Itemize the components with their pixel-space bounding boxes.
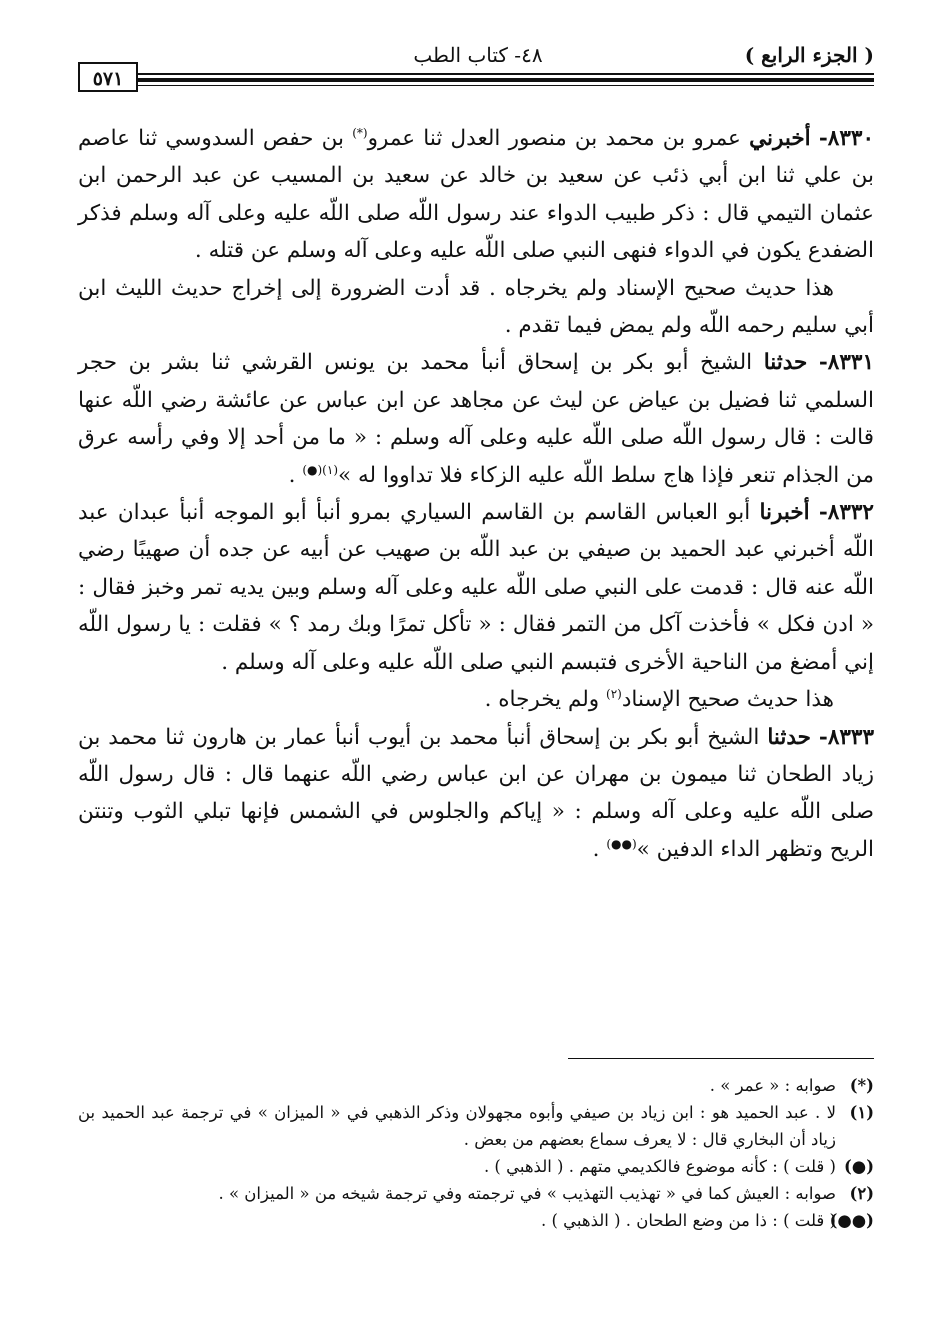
page-number: ٥٧١ bbox=[78, 62, 138, 92]
hadith-number: ٨٣٣٠- bbox=[818, 126, 874, 151]
footnote bbox=[78, 1072, 874, 1099]
hadith-number: ٨٣٣٣- bbox=[818, 724, 875, 750]
hadith-8332 bbox=[78, 494, 874, 681]
hadith-8330 bbox=[78, 120, 874, 270]
commentary-text: هذا حديث صحيح الإسناد bbox=[621, 687, 834, 713]
hadith-commentary: هذا حديث صحيح الإسناد ولم يخرجاه . قد أدت الضرورة إلى إخراج حديث الليث ابن أبي سليم رحمه اللّه ولم يمض فيما تقدم . bbox=[78, 275, 874, 339]
hadith-keyword: حدثنا bbox=[763, 350, 808, 376]
header-rule-thick bbox=[138, 78, 874, 82]
main-text bbox=[78, 120, 874, 868]
hadith-text: عمرو بن محمد بن منصور العدل ثنا عمرو bbox=[367, 126, 741, 151]
footnote-ref: (●●) bbox=[606, 836, 637, 851]
commentary-text: ولم يخرجاه . bbox=[484, 687, 600, 713]
hadith-text: أبو العباس القاسم بن القاسم السياري بمرو أنبأ أبو الموجه أنبأ عبدان عبد اللّه أخبرني عبد الحميد بن صيفي بن عبد اللّه بن صهيب عن أبيه عن جده أن صهيبًا رضي اللّه عنه قال : قدمت على النبي صلى اللّه عليه وعلى آله وسلم وبين يديه تمر وخبز فقال : « ادن فكل » فأخذت آكل من التمر فقال : « تأكل تمرًا وبك رمد ؟ » فقلت : يا رسول اللّه إني أمضغ من الناحية الأخرى فتبسم النبي صلى اللّه عليه وعلى آله وسلم . bbox=[78, 500, 874, 675]
footnote bbox=[78, 1099, 874, 1153]
footnote-marker: (●●) bbox=[829, 1211, 874, 1230]
hadith-keyword: أخبرني bbox=[749, 126, 811, 151]
hadith-8331 bbox=[78, 344, 874, 494]
hadith-text: الشيخ أبو بكر بن إسحاق أنبأ محمد بن أيوب أنبأ عمار بن هارون ثنا محمد بن زياد الطحان ثنا ميمون بن مهران عن ابن عباس رضي اللّه عنهما قال : قال رسول اللّه صلى اللّه عليه وعلى آله وسلم : « إياكم والجلوس في الشمس فإنها تبلي الثوب وتنتن الريح وتظهر الداء الدفين » bbox=[78, 724, 874, 862]
hadith-number: ٨٣٣١- bbox=[818, 350, 874, 376]
footnote-text: ( قلت ) : ذا من وضع الطحان . ( الذهبي ) . bbox=[540, 1211, 836, 1230]
page-header bbox=[78, 40, 874, 96]
footnote-divider bbox=[568, 1058, 874, 1059]
footnote-marker: (*) bbox=[849, 1076, 874, 1095]
volume-label: ( الجزء الرابع ) bbox=[744, 43, 874, 67]
footnote-ref: (*) bbox=[352, 125, 368, 140]
hadith-keyword: أخبرنا bbox=[759, 500, 810, 526]
header-rule-thin bbox=[138, 85, 874, 86]
header-rule bbox=[138, 73, 874, 75]
hadith-8333 bbox=[78, 719, 874, 869]
footnote-text: ( قلت ) : كأنه موضوع فالكديمي متهم . ( الذهبي ) . bbox=[483, 1157, 836, 1176]
footnote-ref: (٢) bbox=[606, 686, 622, 701]
hadith-text: بن حفص السدوسي ثنا عاصم بن علي ثنا ابن أبي ذئب عن سعيد بن خالد عن سعيد بن المسيب عن عبد الرحمن ابن عثمان التيمي قال : ذكر طبيب الدواء عند رسول اللّه صلى اللّه عليه وعلى آله وسلم فذكر الضفدع يكون في الدواء فنهى النبي صلى اللّه عليه وعلى آله وسلم عن قتله . bbox=[78, 126, 874, 264]
section-title: ٤٨- كتاب الطب bbox=[413, 43, 543, 67]
footnote-text: لا . عبد الحميد هو : ابن زياد بن صيفي وأبوه مجهولان وذكر الذهبي في « الميزان » في ترجمة عبد الحميد بن زياد أن البخاري قال : لا يعرف سماع بعضهم من بعض . bbox=[78, 1103, 836, 1149]
footnote-text: صوابه : العيش كما في « تهذيب التهذيب » في ترجمته وفي ترجمة شيخه من « الميزان » . bbox=[218, 1184, 836, 1203]
footnote bbox=[78, 1153, 874, 1180]
hadith-keyword: حدثنا bbox=[767, 724, 811, 750]
footnotes bbox=[78, 1072, 874, 1234]
hadith-text: الشيخ أبو بكر بن إسحاق أنبأ محمد بن يونس القرشي ثنا بشر بن حجر السلمي ثنا فضيل بن عياض عن ليث عن مجاهد عن ابن عباس عن عائشة رضي اللّه عنها قالت : قال رسول اللّه صلى اللّه عليه وعلى آله وسلم : « ما من أحد إلا وفي رأسه عرق من الجذام تنعر فإذا هاج سلط اللّه عليه الزكاء فلا تداووا له » bbox=[78, 350, 874, 488]
footnote-ref: (١)(●) bbox=[302, 462, 338, 477]
hadith-text: . bbox=[288, 462, 296, 488]
footnote bbox=[78, 1207, 874, 1234]
footnote bbox=[78, 1180, 874, 1207]
hadith-commentary bbox=[78, 681, 874, 718]
footnote-marker: (١) bbox=[849, 1103, 874, 1122]
footnote-marker: (٢) bbox=[849, 1184, 874, 1203]
hadith-number: ٨٣٣٢- bbox=[818, 500, 874, 526]
footnote-text: صوابه : « عمر » . bbox=[709, 1076, 836, 1095]
footnote-marker: (●) bbox=[843, 1157, 874, 1176]
hadith-text: . bbox=[592, 836, 600, 862]
